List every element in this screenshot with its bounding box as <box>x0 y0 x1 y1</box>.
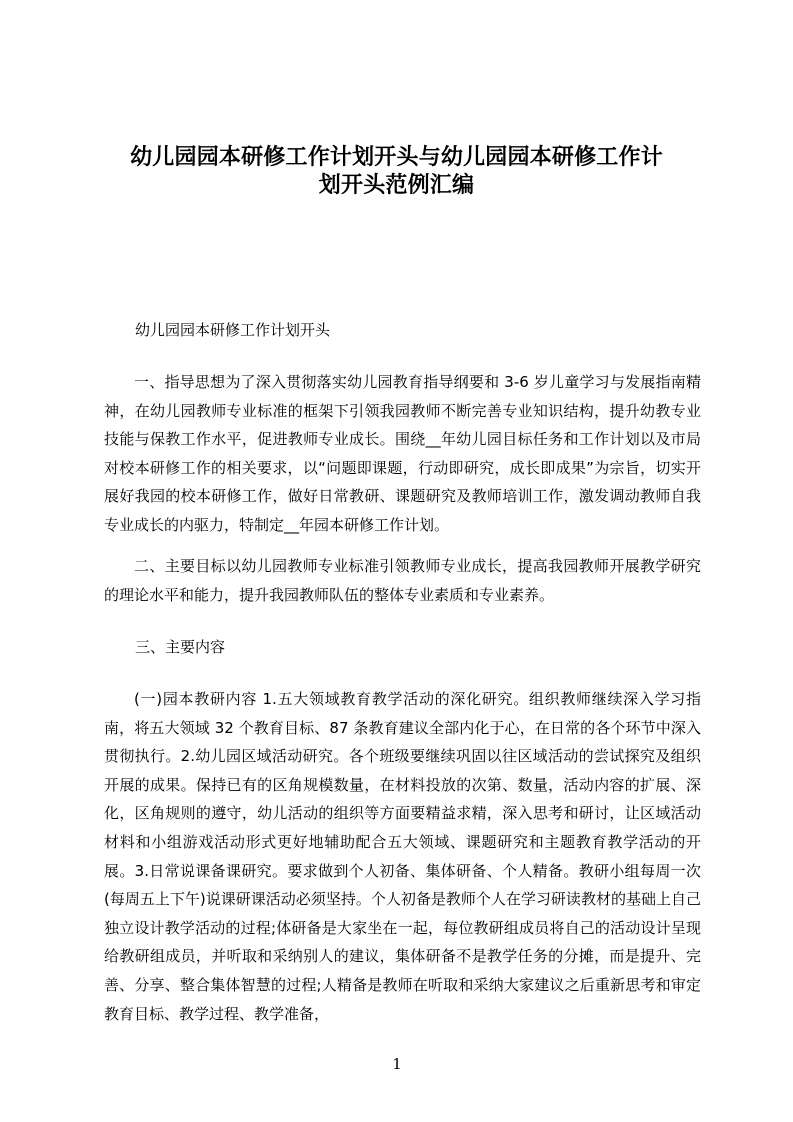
title-line-1: 幼儿园园本研修工作计划开头与幼儿园园本研修工作计 <box>130 144 663 170</box>
section-guiding-ideology: 一、指导思想为了深入贯彻落实幼儿园教育指导纲要和 3-6 岁儿童学习与发展指南精神，在幼儿园教师专业标准的框架下引领我园教师不断完善专业知识结构，提升幼教专业技能与保教工作水平，促进教师专业成长。围绕__年幼儿园目标任务和工作计划以及市局对校本研修工作的相关要求，以“问题即课题，行动即研究，成长即成果”为宗旨，切实开展好我园的校本研修工作，做好日常教研、课题研究及教师培训工作，激发调动教师自我专业成长的内驱力，特制定__年园本研修工作计划。 <box>104 373 701 534</box>
section-main-content-body: (一)园本教研内容 1.五大领域教育教学活动的深化研究。组织教师继续深入学习指南，将五大领域 32 个教育目标、87 条教育建议全部内化于心，在日常的各个环节中深入贯彻执行。2.幼儿园区域活动研究。各个班级要继续巩固以往区域活动的尝试探究及组织开展的成果。保持已有的区角规模数量，在材料投放的次第、数量，活动内容的扩展、深化，区角规则的遵守，幼儿活动的组织等方面要精益求精，深入思考和研讨，让区域活动材料和小组游戏活动形式更好地辅助配合五大领域、课题研究和主题教育教学活动的开展。3.日常说课备课研究。要求做到个人初备、集体研备、个人精备。教研小组每周一次(每周五上下午)说课研课活动必须坚持。个人初备是教师个人在学习研读教材的基础上自己独立设计教学活动的过程;体研备是大家坐在一起，每位教研组成员将自己的活动设计呈现给教研组成员，并听取和采纳别人的建议，集体研备不是教学任务的分摊，而是提升、完善、分享、整合集体智慧的过程;人精备是教师在听取和采纳大家建议之后重新思考和审定教育目标、教学过程、教学准备， <box>104 690 701 1023</box>
document-title <box>100 143 693 199</box>
title-line-2: 划开头范例汇编 <box>318 172 475 198</box>
section-main-content-heading: 三、主要内容 <box>135 638 226 656</box>
section-main-goals: 二、主要目标以幼儿园教师专业标准引领教师专业成长，提高我园教师开展教学研究的理论水平和能力，提升我园教师队伍的整体专业素质和专业素养。 <box>104 557 701 604</box>
subtitle-heading: 幼儿园园本研修工作计划开头 <box>135 321 331 339</box>
page-number: 1 <box>392 1055 402 1073</box>
